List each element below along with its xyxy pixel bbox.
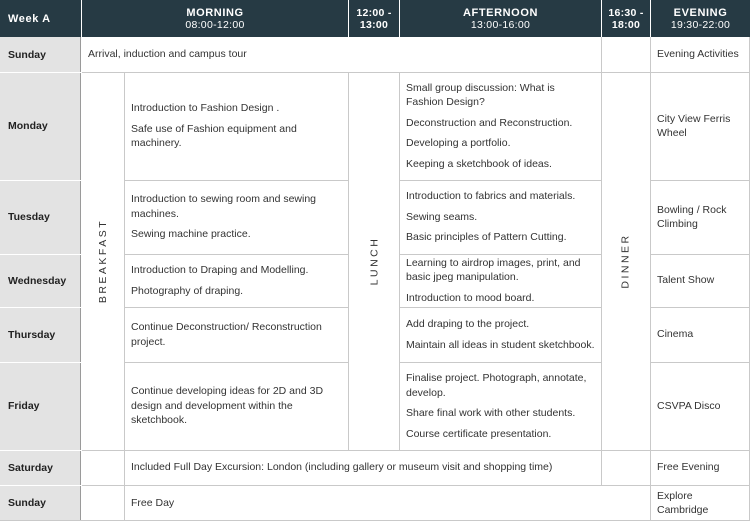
sunday2-daytime — [125, 485, 650, 521]
morning-time: 08:00-12:00 — [185, 18, 245, 31]
tuesday-morning — [125, 180, 348, 254]
week-header — [0, 0, 81, 37]
day-label: Wednesday — [8, 274, 67, 287]
activity-text: Sewing machine practice. — [131, 228, 251, 241]
grid-line — [399, 72, 400, 450]
activity-text: Basic principles of Pattern Cutting. — [406, 231, 567, 244]
grid-line — [400, 254, 602, 255]
tuesday-afternoon — [400, 180, 601, 254]
saturday-daytime-text: Included Full Day Excursion: London (including gallery or museum visit and shopping time) — [131, 461, 553, 474]
activity-text: Sewing seams. — [406, 210, 478, 223]
activity-text: Introduction to Draping and Modelling. — [131, 264, 309, 276]
afternoon-title: AFTERNOON — [462, 6, 539, 19]
activity-text: Continue developing ideas for 2D and 3D design and development within the sketchbook. — [131, 385, 324, 427]
activity-text: Introduction to mood board. — [406, 291, 535, 304]
tuesday-evening — [651, 180, 750, 254]
sunday-evening-text: Evening Activities — [657, 48, 739, 61]
day-sunday-2 — [0, 485, 81, 521]
thursday-morning — [125, 307, 348, 362]
activity-text: Photography of draping. — [131, 284, 244, 297]
lunch-label: LUNCH — [367, 236, 380, 286]
activity-text: Keeping a sketchbook of ideas. — [406, 157, 552, 170]
day-saturday — [0, 450, 81, 485]
activity-text: Learning to airdrop images, print, and basic jpeg manipulation. — [406, 256, 581, 284]
evening-text: Explore Cambridge — [657, 489, 709, 516]
dinner-label: DINNER — [620, 233, 633, 289]
saturday-evening — [651, 450, 750, 485]
grid-line — [125, 362, 349, 363]
activity-text: Finalise project. Photograph, annotate, develop. — [406, 372, 587, 399]
activity-text: Introduction to Fashion Design . — [131, 102, 280, 115]
activity-text: Small group discussion: What is Fashion Design? — [406, 81, 555, 109]
day-divider — [0, 254, 81, 255]
grid-line — [125, 254, 349, 255]
day-sunday — [0, 37, 81, 72]
grid-line — [125, 307, 349, 308]
grid-line — [400, 307, 602, 308]
sunday2-evening — [651, 485, 750, 521]
day-wednesday — [0, 254, 81, 307]
sunday-daytime — [82, 37, 601, 72]
friday-evening — [651, 362, 750, 450]
thursday-evening — [651, 307, 750, 362]
evening-text: Free Evening — [657, 461, 720, 474]
grid-line — [125, 180, 349, 181]
thursday-afternoon — [400, 307, 601, 362]
evening-text: Talent Show — [657, 274, 715, 287]
grid-line — [124, 72, 125, 521]
grid-line — [651, 180, 750, 181]
evening-text: CSVPA Disco — [657, 399, 721, 412]
sunday-evening — [651, 37, 750, 72]
day-label: Saturday — [8, 461, 53, 474]
activity-text: Safe use of Fashion equipment and machinery. — [131, 122, 297, 150]
day-divider — [0, 307, 81, 308]
grid-line — [651, 307, 750, 308]
sunday2-daytime-text: Free Day — [131, 496, 175, 509]
activity-text: Introduction to sewing room and sewing machines. — [131, 193, 317, 220]
breakfast-column — [82, 72, 124, 450]
afternoon-header — [400, 0, 601, 37]
dinner-time-header — [602, 0, 650, 37]
sunday-daytime-text: Arrival, induction and campus tour — [88, 48, 247, 61]
monday-morning — [125, 72, 348, 180]
grid-line — [400, 362, 602, 363]
wednesday-evening — [651, 254, 750, 307]
morning-header — [82, 0, 348, 37]
lunch-time-end: 13:00 — [359, 18, 389, 31]
evening-text: City View Ferris Wheel — [657, 112, 731, 139]
day-thursday — [0, 307, 81, 362]
activity-text: Introduction to fabrics and materials. — [406, 190, 576, 203]
day-label: Tuesday — [8, 211, 50, 223]
day-tuesday — [0, 180, 81, 254]
grid-line — [400, 180, 602, 181]
grid-line — [601, 37, 602, 485]
grid-line — [348, 72, 349, 450]
lunch-column — [349, 72, 399, 450]
week-label: Week A — [8, 12, 51, 25]
day-label: Sunday — [8, 497, 46, 509]
activity-text: Share final work with other students. — [406, 407, 576, 419]
activity-text: Developing a portfolio. — [406, 137, 511, 150]
evening-title: EVENING — [673, 6, 728, 19]
day-friday — [0, 362, 81, 450]
friday-morning — [125, 362, 348, 450]
day-monday — [0, 72, 81, 180]
day-label: Sunday — [8, 48, 46, 61]
dinner-time-start: 16:30 - — [608, 6, 644, 19]
lunch-time-start: 12:00 - — [356, 6, 392, 19]
day-divider — [0, 362, 81, 363]
activity-text: Maintain all ideas in student sketchbook. — [406, 338, 595, 351]
evening-text: Bowling / Rock Climbing — [657, 203, 727, 230]
grid-line — [650, 37, 651, 521]
morning-title: MORNING — [186, 6, 244, 19]
wednesday-afternoon — [400, 254, 601, 307]
dinner-time-end: 18:00 — [611, 18, 641, 31]
activity-text: Add draping to the project. — [406, 318, 530, 330]
day-label: Monday — [8, 120, 48, 132]
day-label: Thursday — [8, 328, 56, 341]
grid-line — [651, 254, 750, 255]
wednesday-morning — [125, 254, 348, 307]
evening-time: 19:30-22:00 — [670, 18, 731, 31]
activity-text: Continue Deconstruction/ Reconstruction project. — [131, 321, 322, 348]
day-divider — [0, 180, 81, 181]
monday-afternoon — [400, 72, 601, 180]
day-divider — [0, 72, 81, 73]
friday-afternoon — [400, 362, 601, 450]
activity-text: Course certificate presentation. — [406, 427, 552, 440]
dinner-column — [602, 37, 650, 485]
day-divider — [0, 450, 81, 451]
breakfast-label: BREAKFAST — [97, 218, 110, 304]
saturday-daytime — [125, 450, 601, 485]
activity-text: Deconstruction and Reconstruction. — [406, 116, 573, 129]
grid-line — [651, 362, 750, 363]
monday-evening — [651, 72, 750, 180]
evening-text: Cinema — [657, 328, 694, 341]
day-divider — [0, 485, 81, 486]
day-label: Friday — [8, 400, 40, 412]
lunch-time-header — [349, 0, 399, 37]
afternoon-time: 13:00-16:00 — [470, 18, 531, 31]
evening-header — [651, 0, 750, 37]
